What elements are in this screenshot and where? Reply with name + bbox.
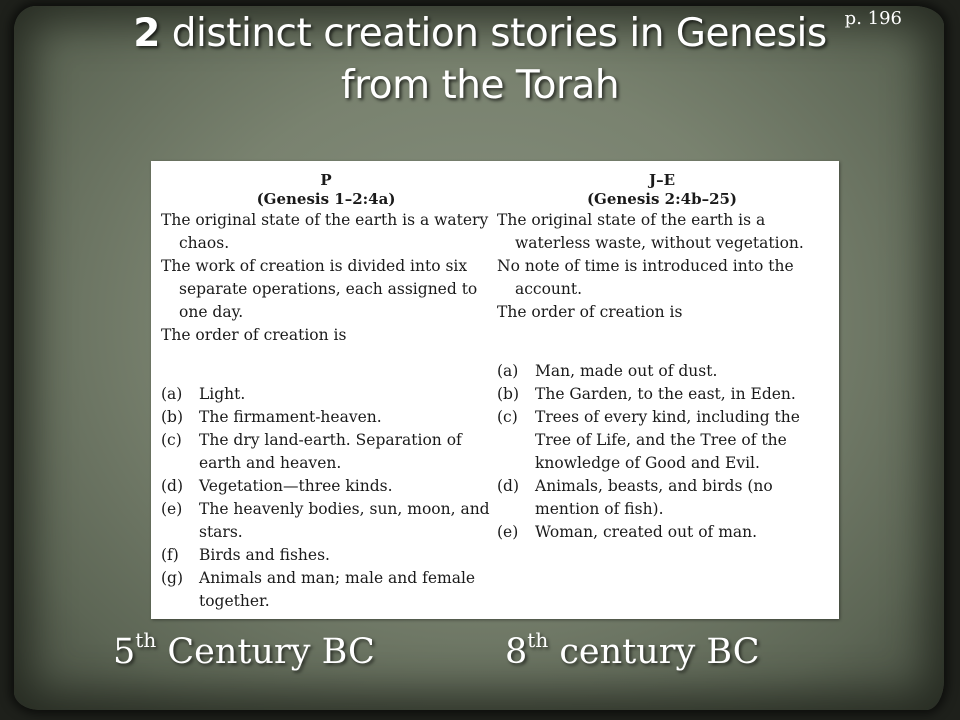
column-je <box>497 161 827 544</box>
footer-label-je-date <box>505 628 760 672</box>
list-item <box>497 475 827 521</box>
list-item <box>161 406 491 429</box>
title-line2: from the Torah <box>340 63 620 108</box>
item-text: Light. <box>199 385 246 403</box>
statement: The order of creation is <box>161 326 347 344</box>
item-text: Animals, beasts, and birds (no mention of fish). <box>535 477 773 518</box>
footer-ordinal: th <box>135 628 157 652</box>
list-item <box>161 383 491 406</box>
column-heading: J–E <box>648 171 676 189</box>
column-subheading: (Genesis 1–2:4a) <box>256 190 396 208</box>
list-item <box>161 429 491 475</box>
column-heading: P <box>320 171 332 189</box>
item-text: The firmament-heaven. <box>199 408 382 426</box>
item-marker: (a) <box>497 362 519 380</box>
item-text: The dry land-earth. Separation of earth and heaven. <box>199 431 462 472</box>
list-item <box>161 567 491 613</box>
title-number: 2 <box>133 11 160 56</box>
item-marker: (b) <box>497 385 520 403</box>
item-text: Woman, created out of man. <box>535 523 758 541</box>
item-marker: (f) <box>161 546 179 564</box>
item-marker: (a) <box>161 385 183 403</box>
item-text: Man, made out of dust. <box>535 362 718 380</box>
list-item <box>497 383 827 406</box>
item-marker: (d) <box>497 477 520 495</box>
statement: The work of creation is divided into six separate operations, each assigned to one day. <box>161 257 478 321</box>
item-text: Birds and fishes. <box>199 546 330 564</box>
item-marker: (c) <box>497 408 518 426</box>
statement: The original state of the earth is a waterless waste, without vegetation. <box>497 211 804 252</box>
column-subheading: (Genesis 2:4b–25) <box>586 190 738 208</box>
list-item <box>497 360 827 383</box>
item-text: The Garden, to the east, in Eden. <box>535 385 796 403</box>
footer-number: 5 <box>113 632 136 672</box>
item-marker: (b) <box>161 408 184 426</box>
scanned-comparison-table <box>151 161 839 619</box>
page-reference: p. 196 <box>844 8 902 29</box>
item-marker: (e) <box>497 523 519 541</box>
footer-label-p-date <box>113 628 375 672</box>
footer-number: 8 <box>505 632 528 672</box>
item-text: Trees of every kind, including the Tree of Life, and the Tree of the knowledge of Good and Evil. <box>535 408 800 472</box>
list-item <box>497 406 827 475</box>
footer-ordinal: th <box>527 628 549 652</box>
item-marker: (c) <box>161 431 182 449</box>
statement: The original state of the earth is a watery chaos. <box>161 211 489 252</box>
statement: No note of time is introduced into the account. <box>497 257 794 298</box>
item-marker: (e) <box>161 500 183 518</box>
footer-text: Century BC <box>156 632 375 672</box>
title-line1: distinct creation stories in Genesis <box>159 11 827 56</box>
creation-order-list <box>161 383 491 613</box>
list-item <box>161 544 491 567</box>
item-text: The heavenly bodies, sun, moon, and stars. <box>199 500 490 541</box>
statement: The order of creation is <box>497 303 683 321</box>
list-item <box>161 475 491 498</box>
item-text: Vegetation—three kinds. <box>199 477 393 495</box>
creation-order-list <box>497 360 827 544</box>
item-marker: (d) <box>161 477 184 495</box>
footer-text: century BC <box>548 632 760 672</box>
column-p <box>161 161 491 613</box>
list-item <box>161 498 491 544</box>
item-text: Animals and man; male and female together. <box>199 569 476 610</box>
item-marker: (g) <box>161 569 184 587</box>
list-item <box>497 521 827 544</box>
slide-title <box>60 8 900 112</box>
